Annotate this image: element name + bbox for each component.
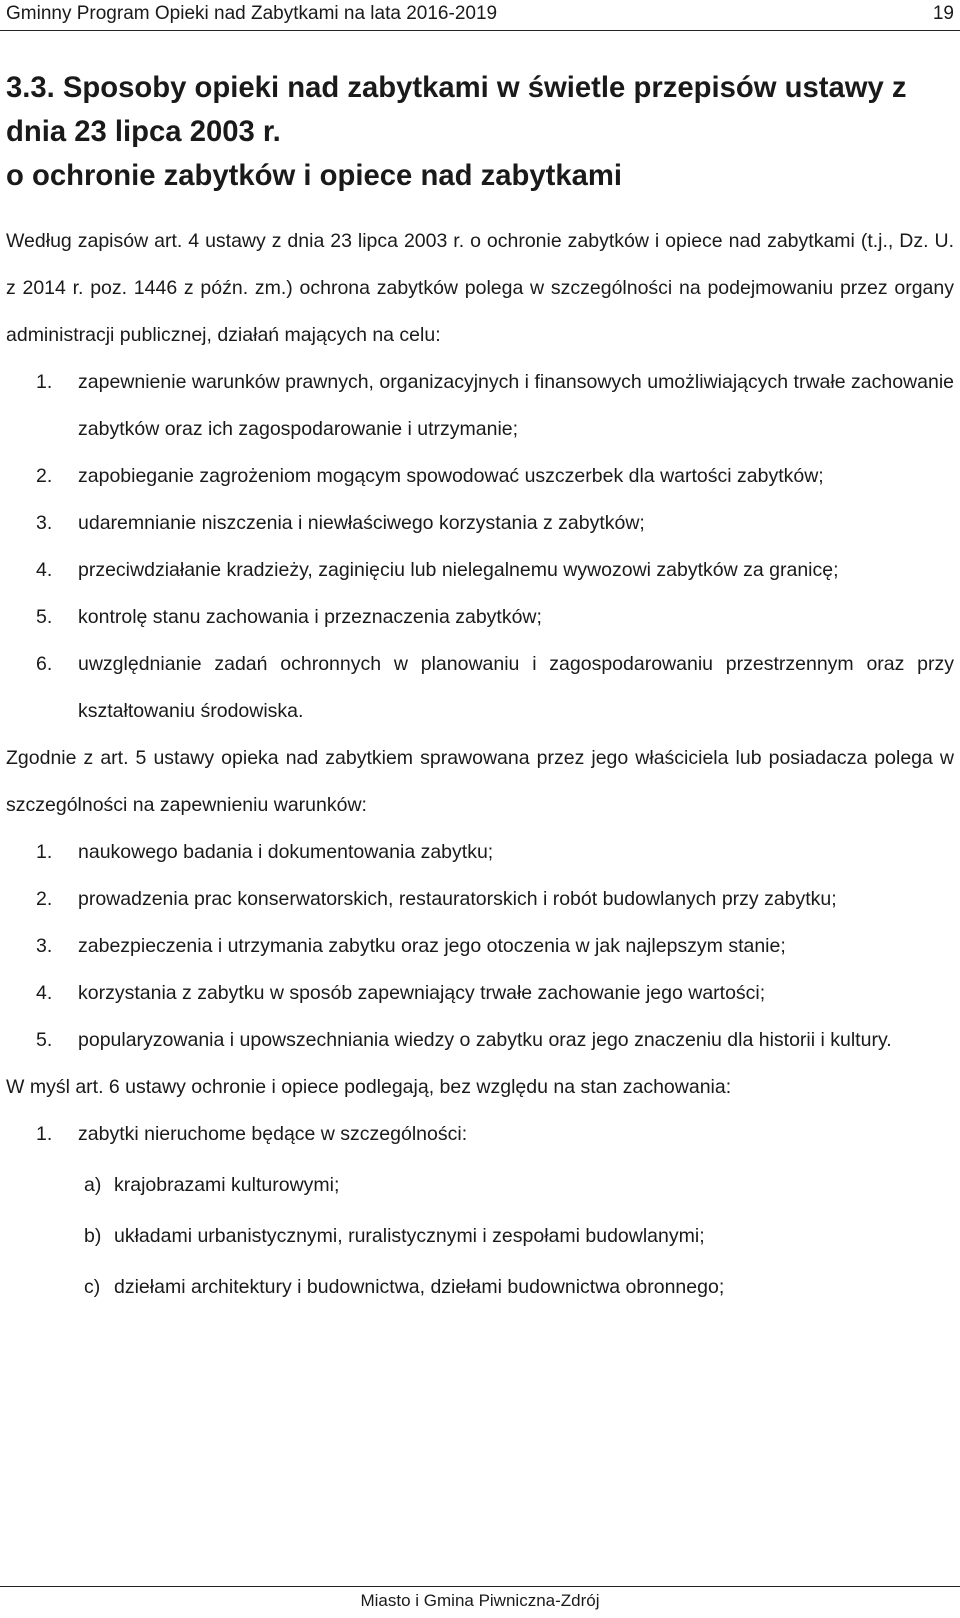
- paragraph-art4: Według zapisów art. 4 ustawy z dnia 23 lipca 2003 r. o ochronie zabytków i opiece nad zabytkami (t.j., Dz. U. z 2014 r. poz. 1446 z późn. zm.) ochrona zabytków polega w szczególności na podejmowaniu przez organy administracji publicznej, działań mających na celu:: [6, 230, 954, 346]
- list-item-text: prowadzenia prac konserwatorskich, restauratorskich i robót budowlanych przy zabytku;: [78, 888, 837, 910]
- list-item: [6, 547, 954, 594]
- list-item-text: przeciwdziałanie kradzieży, zaginięciu lub nielegalnemu wywozowi zabytków za granicę;: [78, 559, 839, 581]
- section-heading-line1: 3.3. Sposoby opieki nad zabytkami w świetle przepisów ustawy z dnia 23 lipca 2003 r.: [6, 72, 907, 148]
- list-item: [6, 876, 954, 923]
- list-marker: 2.: [36, 888, 53, 910]
- list-item-text: zabezpieczenia i utrzymania zabytku oraz jego otoczenia w jak najlepszym stanie;: [78, 935, 786, 957]
- list-item: [6, 453, 954, 500]
- paragraph-art5: Zgodnie z art. 5 ustawy opieka nad zabytkiem sprawowana przez jego właściciela lub posiadacza polega w szczególności na zapewnieniu warunków:: [6, 747, 954, 816]
- sublist-item: [6, 1162, 954, 1209]
- header-title: Gminny Program Opieki nad Zabytkami na lata 2016-2019: [6, 3, 498, 24]
- list-marker: 1.: [36, 841, 53, 863]
- sublist-item: [6, 1213, 954, 1260]
- list-item: [6, 641, 954, 735]
- list-marker: 3.: [36, 512, 53, 534]
- list-marker: 2.: [36, 465, 53, 487]
- page-number: 19: [932, 3, 954, 24]
- list-item: [6, 500, 954, 547]
- sublist-art6: [6, 1162, 954, 1311]
- list-item: [6, 829, 954, 876]
- sublist-marker: b): [84, 1225, 102, 1247]
- list-item-text: korzystania z zabytku w sposób zapewniający trwałe zachowanie jego wartości;: [78, 982, 766, 1004]
- section-heading-line2: o ochronie zabytków i opiece nad zabytkami: [6, 160, 623, 192]
- list-marker: 5.: [36, 1029, 53, 1051]
- list-marker: 1.: [36, 371, 53, 393]
- list-item: [6, 1017, 954, 1064]
- sublist-item-text: układami urbanistycznymi, ruralistycznymi i zespołami budowlanymi;: [114, 1225, 705, 1247]
- list-art4: [6, 359, 954, 735]
- sublist-marker: a): [84, 1174, 102, 1196]
- list-marker: 4.: [36, 982, 53, 1004]
- list-item: [6, 923, 954, 970]
- list-item-text: zapobieganie zagrożeniom mogącym spowodować uszczerbek dla wartości zabytków;: [78, 465, 824, 487]
- sublist-item: [6, 1264, 954, 1311]
- sublist-item-text: dziełami architektury i budownictwa, dziełami budownictwa obronnego;: [114, 1276, 725, 1298]
- list-item-text: zabytki nieruchome będące w szczególności:: [78, 1123, 468, 1145]
- list-marker: 3.: [36, 935, 53, 957]
- list-item-text: zapewnienie warunków prawnych, organizacyjnych i finansowych umożliwiających trwałe zachowanie zabytków oraz ich zagospodarowanie i utrzymanie;: [78, 371, 954, 440]
- list-item-text: udaremnianie niszczenia i niewłaściwego korzystania z zabytków;: [78, 512, 645, 534]
- list-item: [6, 594, 954, 641]
- page-content: [6, 66, 954, 1311]
- section-heading: [6, 66, 954, 198]
- list-item: [6, 1111, 954, 1158]
- page-footer: [0, 1586, 960, 1618]
- sublist-item-text: krajobrazami kulturowymi;: [114, 1174, 340, 1196]
- list-item: [6, 359, 954, 453]
- list-art5: [6, 829, 954, 1064]
- list-item-text: popularyzowania i upowszechniania wiedzy o zabytku oraz jego znaczeniu dla historii i kultury.: [78, 1029, 892, 1051]
- list-item-text: kontrolę stanu zachowania i przeznaczenia zabytków;: [78, 606, 542, 628]
- list-item-text: naukowego badania i dokumentowania zabytku;: [78, 841, 494, 863]
- sublist-marker: c): [84, 1276, 101, 1298]
- paragraph-art6: W myśl art. 6 ustawy ochronie i opiece podlegają, bez względu na stan zachowania:: [6, 1076, 732, 1098]
- list-item: [6, 970, 954, 1017]
- list-marker: 5.: [36, 606, 53, 628]
- page-header: [0, 0, 960, 31]
- list-item-text: uwzględnianie zadań ochronnych w planowaniu i zagospodarowaniu przestrzennym oraz przy kształtowaniu środowiska.: [78, 653, 954, 722]
- footer-text: Miasto i Gmina Piwniczna-Zdrój: [360, 1591, 600, 1610]
- list-marker: 4.: [36, 559, 53, 581]
- list-marker: 1.: [36, 1123, 53, 1145]
- list-art6: [6, 1111, 954, 1158]
- list-marker: 6.: [36, 653, 53, 675]
